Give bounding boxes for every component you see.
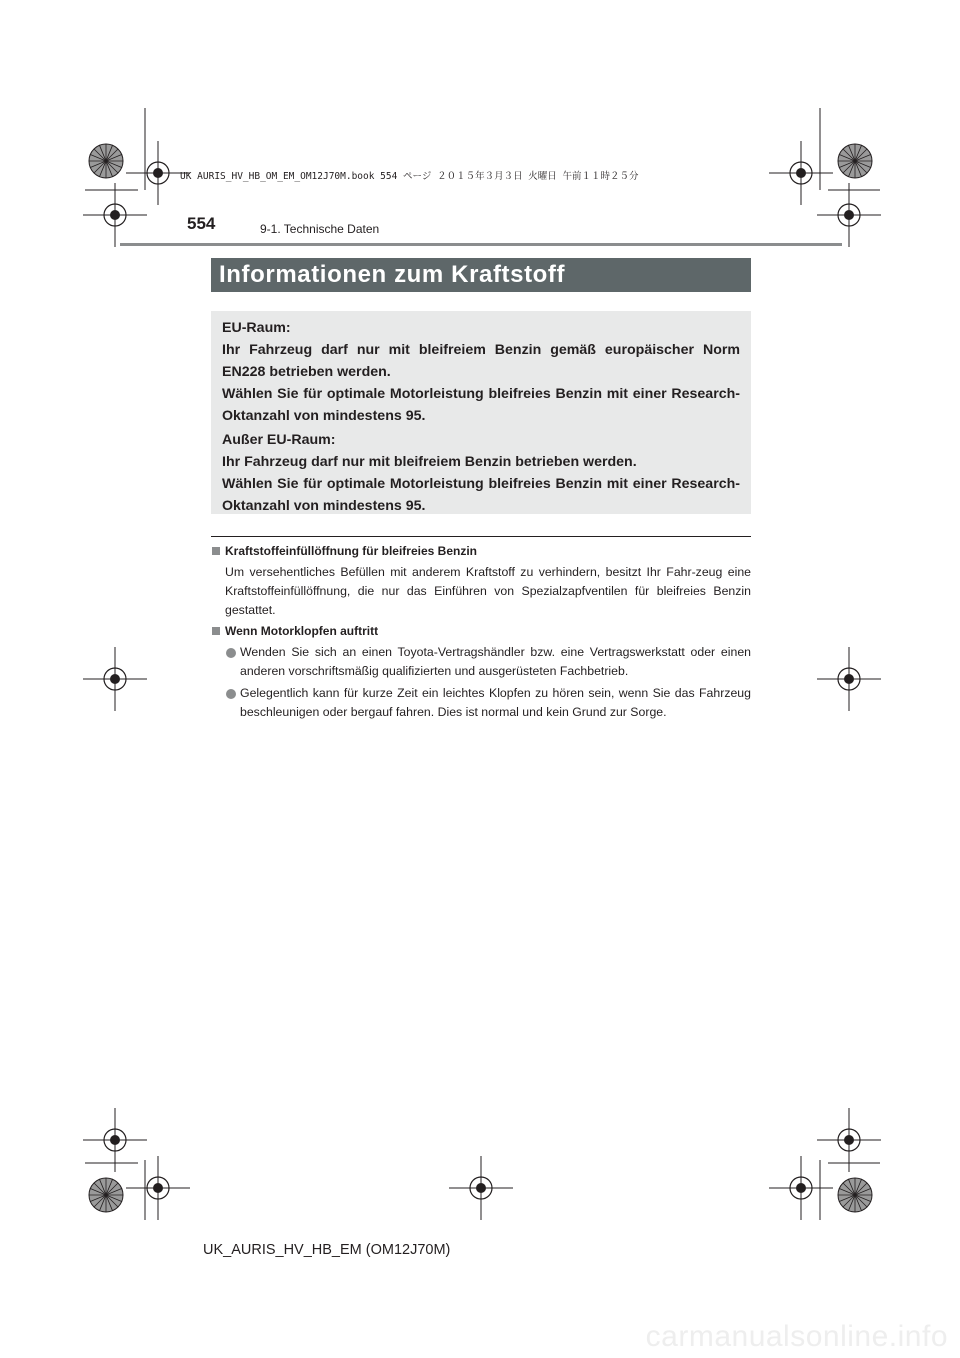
eu-text-1: Ihr Fahrzeug darf nur mit bleifreiem Benzin gemäß europäischer Norm EN228 betrieben werden. (222, 342, 740, 380)
eu-heading: EU-Raum: (222, 320, 291, 336)
circle-bullet-icon (226, 689, 236, 699)
fuel-info-box (211, 311, 751, 514)
eu-text-2: Wählen Sie für optimale Motorleistung bleifreies Benzin mit einer Research-Oktanzahl von mindestens 95. (222, 386, 740, 424)
watermark: carmanualsonline.info (645, 1320, 948, 1353)
footer-doc-id: UK_AURIS_HV_HB_EM (OM12J70M) (203, 1242, 451, 1258)
print-job-line: UK AURIS_HV_HB_OM_EM_OM12J70M.book 554 ページ ２０１５年３月３日 火曜日 午前１１時２５分 (180, 171, 639, 182)
title-bar (211, 258, 751, 292)
knock-bullet-2: Gelegentlich kann für kurze Zeit ein leichtes Klopfen zu hören sein, wenn Sie das Fahrzeug beschleunigen oder bergauf fahren. Dies ist normal und kein Grund zur Sorge. (240, 686, 751, 719)
square-bullet-icon (212, 547, 220, 555)
non-eu-text-1: Ihr Fahrzeug darf nur mit bleifreiem Benzin betrieben werden. (222, 454, 637, 470)
knock-bullet-1: Wenden Sie sich an einen Toyota-Vertragshändler bzw. eine Vertragswerkstatt oder einen anderen vorschriftsmäßig qualifizierten und ausgerüsteten Fachbetrieb. (240, 645, 751, 678)
page-number: 554 (187, 214, 216, 233)
circle-bullet-icon (226, 648, 236, 658)
section-divider (211, 536, 751, 537)
section-label: 9-1. Technische Daten (260, 222, 380, 236)
non-eu-text-2: Wählen Sie für optimale Motorleistung bleifreies Benzin mit einer Research-Oktanzahl von mindestens 95. (222, 476, 740, 514)
subheading-engine-knock: Wenn Motorklopfen auftritt (225, 624, 379, 638)
fuel-filler-text: Um versehentliches Befüllen mit anderem Kraftstoff zu verhindern, besitzt Ihr Fahr-zeug eine Kraftstoffeinfüllöffnung, die nur das Einführen von Spezialzapfventilen für bleifreies Benzin gestattet. (225, 565, 751, 617)
subheading-fuel-filler: Kraftstoffeinfüllöffnung für bleifreies Benzin (225, 544, 477, 558)
page-title: Informationen zum Kraftstoff (219, 261, 566, 288)
non-eu-heading: Außer EU-Raum: (222, 432, 336, 448)
header-rule (120, 243, 842, 246)
square-bullet-icon (212, 627, 220, 635)
